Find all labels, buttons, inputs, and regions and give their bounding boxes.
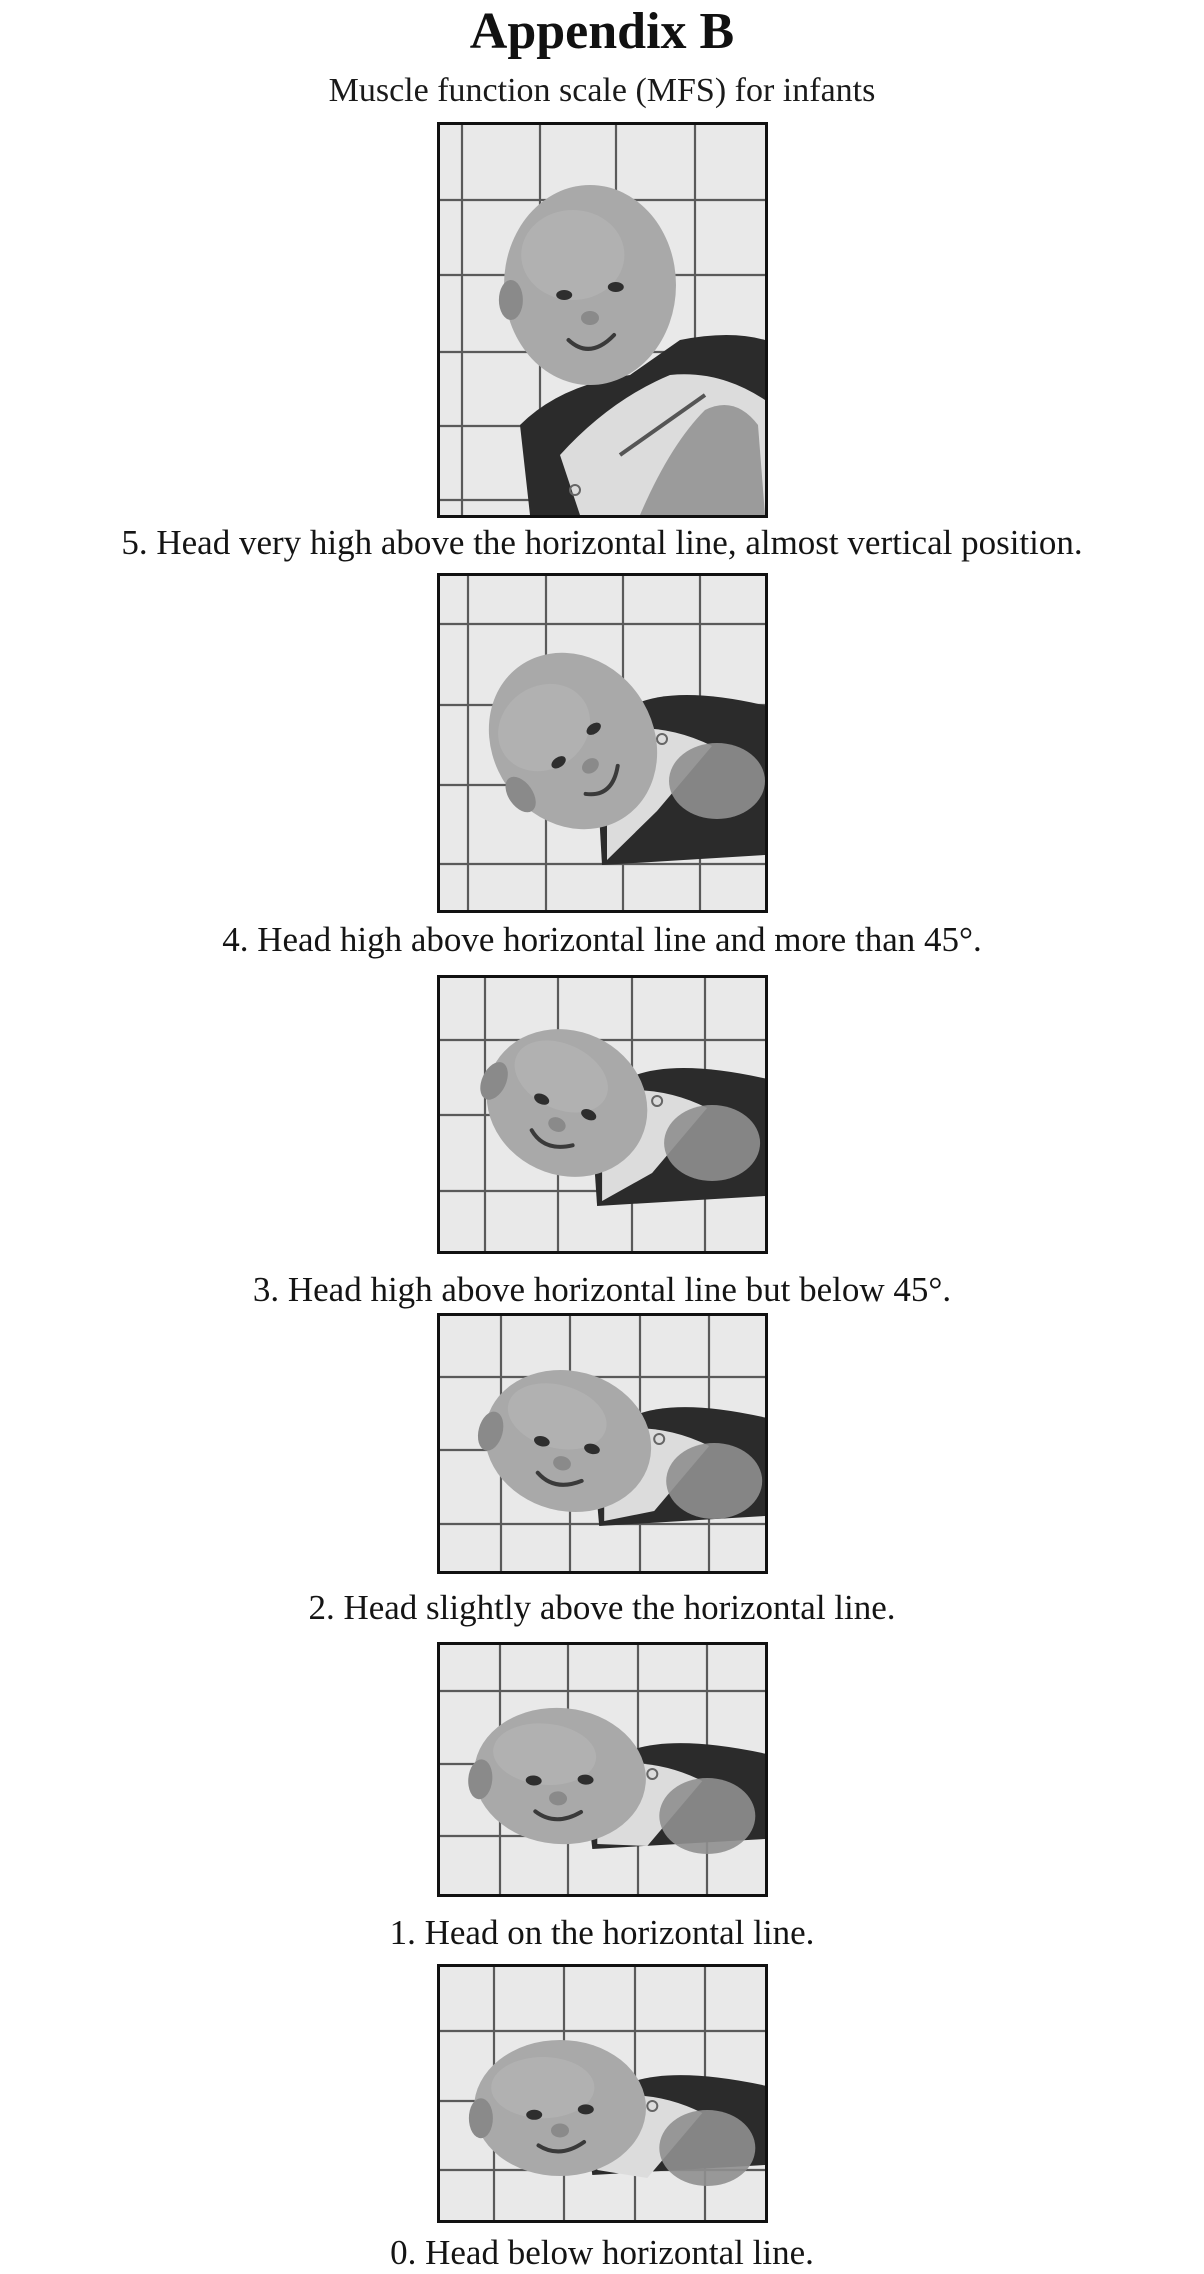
caption-score-5: 5. Head very high above the horizontal line, almost vertical position. (121, 523, 1083, 562)
infant-photo-illustration (440, 576, 765, 910)
infant-photo-illustration (440, 125, 765, 515)
photo-score-4 (437, 573, 768, 913)
caption-score-2: 2. Head slightly above the horizontal line. (308, 1588, 896, 1627)
photo-score-3 (437, 975, 768, 1254)
caption-score-0: 0. Head below horizontal line. (390, 2233, 814, 2272)
caption-score-1: 1. Head on the horizontal line. (389, 1913, 815, 1952)
infant-photo-illustration (440, 978, 765, 1251)
scale-subtitle: Muscle function scale (MFS) for infants (328, 72, 876, 109)
caption-score-3: 3. Head high above horizontal line but below 45°. (252, 1270, 952, 1309)
appendix-heading: Appendix B (469, 3, 735, 60)
caption-score-4: 4. Head high above horizontal line and more than 45°. (222, 920, 982, 959)
photo-score-2 (437, 1313, 768, 1574)
infant-photo-illustration (440, 1967, 765, 2220)
infant-photo-illustration (440, 1316, 765, 1571)
infant-photo-illustration (440, 1645, 765, 1894)
photo-score-1 (437, 1642, 768, 1897)
photo-score-5 (437, 122, 768, 518)
photo-score-0 (437, 1964, 768, 2223)
